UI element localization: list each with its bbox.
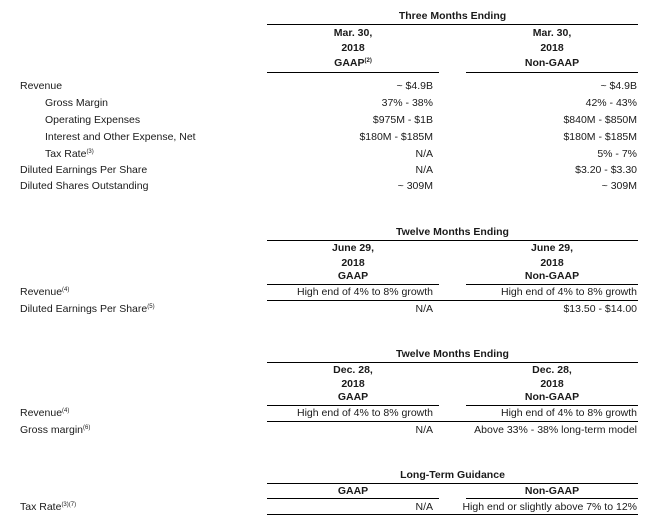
nongaap-value: ~ $4.9B xyxy=(600,80,637,92)
header-rule xyxy=(267,483,638,484)
gaap-column-rule xyxy=(267,72,439,73)
gaap-value: N/A xyxy=(415,148,433,160)
section-title: Twelve Months Ending xyxy=(396,226,509,238)
row-label: Interest and Other Expense, Net xyxy=(45,131,196,143)
row-label: Revenue xyxy=(20,80,63,92)
gaap-value: N/A xyxy=(415,164,433,176)
row-rule xyxy=(267,300,638,301)
nongaap-value: 42% - 43% xyxy=(585,97,637,109)
header-rule xyxy=(267,240,638,241)
nongaap-value: $13.50 - $14.00 xyxy=(563,303,637,315)
nongaap-value: 5% - 7% xyxy=(597,148,637,160)
gaap-column-rule xyxy=(267,405,439,406)
nongaap-date-header: Mar. 30, xyxy=(532,27,572,39)
gaap-value: N/A xyxy=(415,303,433,315)
gaap-value: $975M - $1B xyxy=(372,114,433,126)
nongaap-year-header: 2018 xyxy=(540,378,564,390)
nongaap-column-rule xyxy=(466,284,638,285)
row-label: Gross Margin xyxy=(45,97,109,109)
section-title: Twelve Months Ending xyxy=(396,348,509,360)
header-rule xyxy=(267,362,638,363)
nongaap-value: High end of 4% to 8% growth xyxy=(501,407,637,419)
row-label: Diluted Earnings Per Share xyxy=(20,164,148,176)
row-label: Operating Expenses xyxy=(45,114,141,126)
nongaap-column-header: Non-GAAP xyxy=(524,57,580,69)
gaap-value: N/A xyxy=(415,424,433,436)
nongaap-column-rule xyxy=(466,72,638,73)
nongaap-year-header: 2018 xyxy=(540,257,564,269)
nongaap-column-rule xyxy=(466,498,638,499)
row-label: Revenue$^{(4)}$ xyxy=(20,286,70,298)
gaap-value: N/A xyxy=(415,501,433,513)
gaap-value: $180M - $185M xyxy=(359,131,433,143)
gaap-column-header: GAAP$^{(2)}$ xyxy=(334,57,372,69)
nongaap-column-header: Non-GAAP xyxy=(524,270,580,282)
gaap-year-header: 2018 xyxy=(341,257,365,269)
nongaap-date-header: June 29, xyxy=(530,242,574,254)
row-label: Revenue$^{(4)}$ xyxy=(20,407,70,419)
nongaap-value: $840M - $850M xyxy=(563,114,637,126)
nongaap-value: High end or slightly above 7% to 12% xyxy=(462,501,637,513)
gaap-value: High end of 4% to 8% growth xyxy=(297,286,433,298)
row-rule xyxy=(267,514,638,515)
nongaap-column-rule xyxy=(466,405,638,406)
gaap-column-rule xyxy=(267,284,439,285)
nongaap-column-header: Non-GAAP xyxy=(524,485,580,497)
gaap-date-header: June 29, xyxy=(331,242,375,254)
header-rule xyxy=(267,24,638,25)
row-label: Gross margin$^{(6)}$ xyxy=(20,424,91,436)
gaap-column-rule xyxy=(267,498,439,499)
gaap-year-header: 2018 xyxy=(341,378,365,390)
gaap-column-header: GAAP xyxy=(337,485,369,497)
nongaap-date-header: Dec. 28, xyxy=(532,364,572,376)
nongaap-value: Above 33% - 38% long-term model xyxy=(474,424,637,436)
section-title: Three Months Ending xyxy=(398,10,507,22)
gaap-date-header: Mar. 30, xyxy=(333,27,373,39)
row-rule xyxy=(267,421,638,422)
row-label: Tax Rate$^{(3)}$ xyxy=(45,148,94,160)
gaap-date-header: Dec. 28, xyxy=(333,364,373,376)
section-title: Long-Term Guidance xyxy=(400,469,505,481)
row-label: Diluted Earnings Per Share$^{(5)}$ xyxy=(20,303,155,315)
gaap-value: High end of 4% to 8% growth xyxy=(297,407,433,419)
nongaap-value: ~ 309M xyxy=(601,180,637,192)
gaap-column-header: GAAP xyxy=(337,391,369,403)
nongaap-year-header: 2018 xyxy=(540,42,564,54)
gaap-value: ~ $4.9B xyxy=(396,80,433,92)
nongaap-column-header: Non-GAAP xyxy=(524,391,580,403)
row-label: Tax Rate$^{(3)(7)}$ xyxy=(20,501,77,513)
gaap-value: 37% - 38% xyxy=(381,97,433,109)
nongaap-value: $180M - $185M xyxy=(563,131,637,143)
gaap-value: ~ 309M xyxy=(397,180,433,192)
nongaap-value: High end of 4% to 8% growth xyxy=(501,286,637,298)
gaap-year-header: 2018 xyxy=(341,42,365,54)
gaap-column-header: GAAP xyxy=(337,270,369,282)
row-label: Diluted Shares Outstanding xyxy=(20,180,149,192)
nongaap-value: $3.20 - $3.30 xyxy=(575,164,637,176)
